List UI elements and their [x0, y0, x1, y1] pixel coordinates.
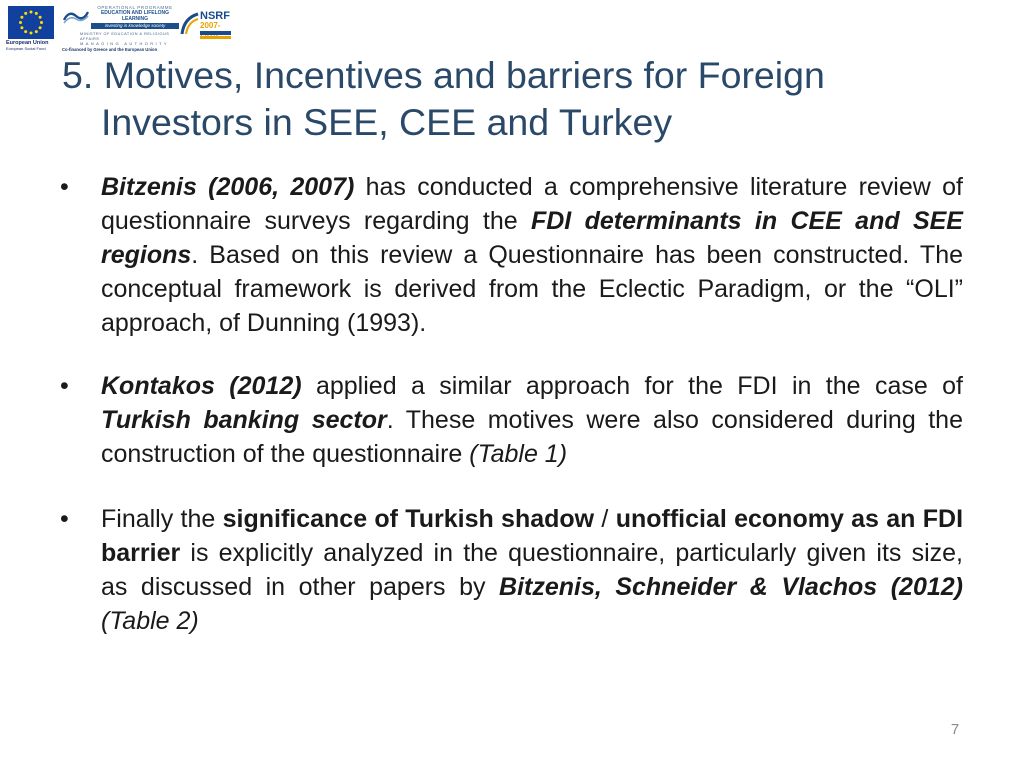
bullet-text	[101, 502, 963, 638]
ministry-logo	[62, 4, 178, 54]
bullet-text	[101, 170, 963, 340]
emphasis-fdi-barrier: unofficial economy as an FDI barrier	[101, 505, 964, 567]
bullet-dot-icon: •	[60, 372, 69, 400]
ministry-name-line: MINISTRY OF EDUCATION & RELIGIOUS AFFAIRS	[80, 32, 170, 41]
slide-title-line2: Investors in SEE, CEE and Turkey	[101, 101, 673, 143]
nsrf-years: 2007-	[200, 21, 221, 30]
ministry-emblem-icon	[63, 8, 89, 24]
eu-flag-icon	[8, 6, 54, 39]
citation-bitzenis-2012: Bitzenis, Schneider & Vlachos (2012)	[499, 573, 963, 601]
bullet-segment: has conducted a comprehensive literature review of questionnaire surveys regarding the	[101, 173, 963, 235]
cofinanced-caption: Co-financed by Greece and the European Union	[62, 47, 158, 52]
emphasis-shadow-economy: significance of Turkish shadow	[222, 505, 595, 533]
eu-caption-line2: European Social Fund	[6, 46, 46, 51]
table-reference: (Table 2)	[101, 607, 199, 635]
bullet-segment: Finally the	[101, 505, 223, 533]
ministry-slogan: investing in knowledge society	[91, 23, 179, 29]
bullet-dot-icon: •	[60, 505, 69, 533]
eu-caption-line1: European Union	[6, 40, 49, 46]
eu-caption	[6, 40, 60, 52]
bullet-text	[101, 369, 963, 471]
bullet-dot-icon: •	[60, 173, 69, 201]
ministry-prog-line: EDUCATION AND LIFELONG LEARNING	[100, 10, 170, 22]
nsrf-title: NSRF	[200, 10, 230, 22]
bullet-segment: /	[594, 505, 616, 533]
eu-logo	[6, 4, 58, 52]
logo-strip	[6, 4, 230, 52]
bullet-segment: . These motives were also considered during the construction of the questionnaire	[101, 406, 963, 468]
citation-bitzenis-2006: Bitzenis (2006, 2007)	[101, 173, 355, 201]
slide-title	[62, 52, 962, 146]
page-number: 7	[950, 721, 960, 738]
nsrf-logo	[180, 8, 232, 48]
nsrf-mark-icon	[180, 12, 200, 36]
slide-title-line1: 5. Motives, Incentives and barriers for Foreign	[62, 54, 825, 96]
emphasis-turkish-banking: Turkish banking sector	[101, 406, 387, 434]
citation-kontakos-2012: Kontakos (2012)	[101, 372, 302, 400]
ministry-text	[91, 5, 179, 29]
ministry-caption	[80, 32, 180, 46]
bullet-segment: is explicitly analyzed in the questionnaire, particularly given its size, as discussed in other papers by	[101, 539, 963, 601]
managing-authority-line: MANAGING AUTHORITY	[80, 40, 169, 46]
table-reference: (Table 1)	[469, 440, 568, 468]
bullet-segment: . Based on this review a Questionnaire has been constructed. The conceptual framework is derived from the Eclectic Paradigm, or the “OLI” approach, of Dunning (1993).	[101, 241, 963, 337]
ministry-op-line: OPERATIONAL PROGRAMME	[97, 5, 173, 10]
eu-stars-icon	[8, 6, 54, 39]
nsrf-bar-accent	[200, 36, 231, 39]
emphasis-fdi-determinants: FDI determinants in CEE and SEE regions	[101, 207, 963, 269]
bullet-segment: applied a similar approach for the FDI in the case of	[301, 372, 964, 400]
nsrf-bar	[200, 31, 231, 35]
